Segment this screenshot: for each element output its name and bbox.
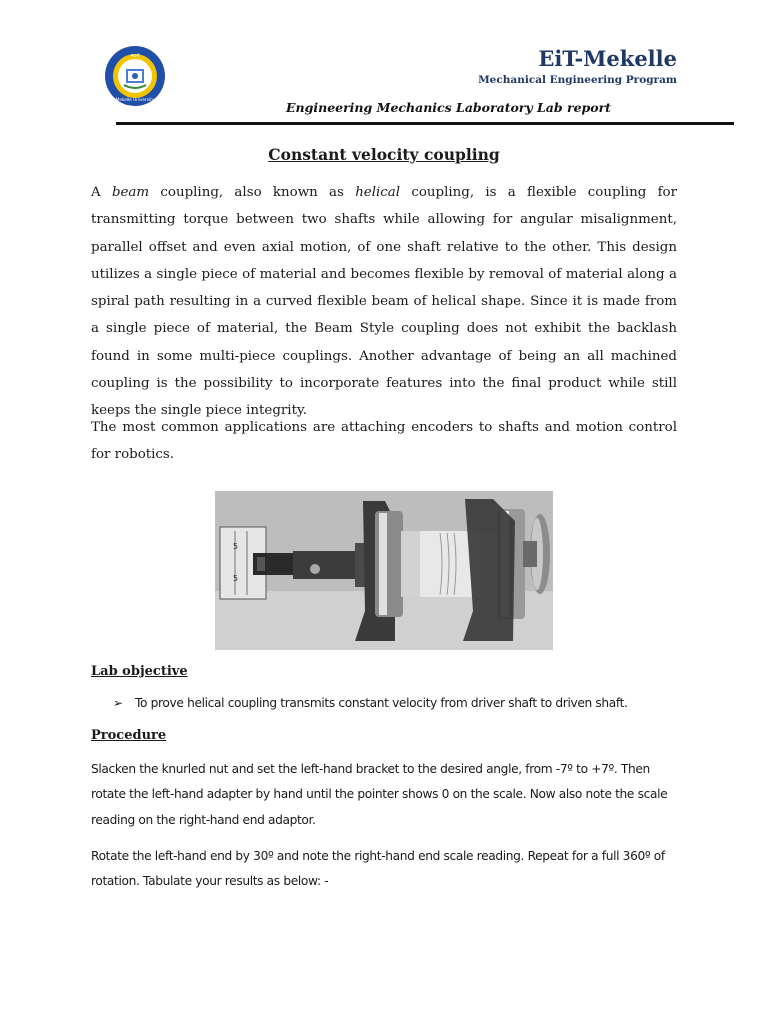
- university-logo-icon: [104, 45, 166, 107]
- procedure-heading: Procedure: [91, 728, 167, 743]
- organization-name: EiT-Mekelle: [538, 46, 677, 71]
- report-title: Engineering Mechanics Laboratory Lab report: [286, 100, 611, 115]
- intro-term-beam: beam: [111, 185, 150, 200]
- svg-text:5: 5: [233, 542, 239, 551]
- svg-text:ፍርዳ: ፍርዳ: [130, 53, 140, 59]
- header-divider: [116, 122, 734, 125]
- procedure-step-1: Slacken the knurled nut and set the left-hand bracket to the desired angle, from -7º to +7º. Then rotate the left-hand adapter by hand until the pointer shows 0 on the scale. Now also note the scale reading on the right-hand end adaptor.: [91, 762, 668, 827]
- document-title: Constant velocity coupling: [268, 145, 500, 164]
- svg-text:5: 5: [233, 574, 239, 583]
- intro-text-c: coupling, is a flexible coupling for transmitting torque between two shafts while allowing for angular misalignment, parallel offset and even axial motion, of one shaft relative to the other. This design utilizes a single piece of material and becomes flexible by removal of material along a spiral path resulting in a curved flexible beam of helical shape. Since it is made from a single piece of material, the Beam Style coupling does not exhibit the backlash found in some multi-piece couplings. Another advantage of being an all machined coupling is the possibility to incorporate features into the final product while still keeps the single piece integrity.: [91, 185, 677, 419]
- program-name: Mechanical Engineering Program: [478, 74, 677, 86]
- procedure-step-2: Rotate the left-hand end by 30º and note the right-hand end scale reading. Repeat for a full 360º of rotation. Tabulate your results as below: -: [91, 849, 665, 889]
- intro-text-b: coupling, also known as: [149, 185, 356, 200]
- intro-term-helical: helical: [355, 185, 401, 200]
- logo-caption: Mekelle University: [115, 97, 155, 102]
- objective-text: To prove helical coupling transmits constant velocity from driver shaft to driven shaft.: [135, 696, 628, 710]
- intro-paragraph: [91, 179, 677, 425]
- applications-paragraph: The most common applications are attaching encoders to shafts and motion control for robotics.: [91, 420, 677, 463]
- objective-list-item: [113, 696, 628, 710]
- objective-heading: Lab objective: [91, 664, 188, 679]
- intro-text-a: A: [91, 185, 112, 200]
- arrow-bullet-icon: ➢: [113, 696, 123, 710]
- coupling-apparatus-photo: [215, 491, 553, 650]
